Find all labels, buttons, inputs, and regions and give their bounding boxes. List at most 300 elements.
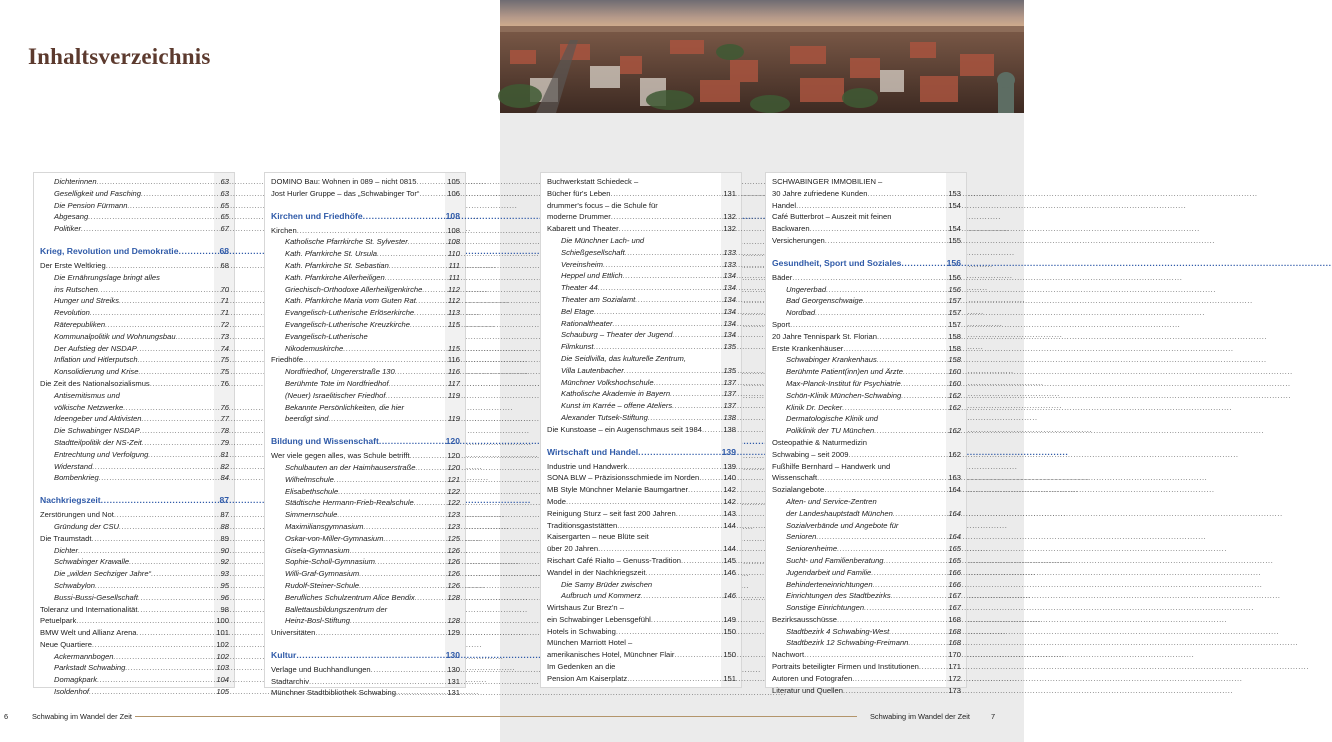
toc-entry-title: Rudolf-Steiner-Schule bbox=[285, 580, 360, 590]
toc-entry bbox=[772, 425, 961, 437]
toc-entry-title: Die Samy Brüder zwischen bbox=[561, 579, 653, 589]
toc-entry bbox=[547, 461, 736, 473]
toc-page-number: 68 bbox=[219, 245, 229, 256]
dot-leader bbox=[97, 176, 211, 188]
toc-entry bbox=[772, 614, 961, 626]
dot-leader bbox=[410, 319, 442, 331]
dot-leader bbox=[843, 685, 943, 697]
toc-page-number: 143 bbox=[723, 508, 736, 518]
toc-entry bbox=[772, 390, 961, 402]
toc-entry-title: Theater 44 bbox=[561, 283, 598, 293]
toc-page-number: 156 bbox=[948, 284, 961, 294]
toc-page-number: 126 bbox=[447, 569, 460, 579]
toc-entry bbox=[40, 343, 229, 355]
toc-entry bbox=[271, 556, 460, 568]
dot-leader bbox=[92, 533, 212, 545]
toc-page-number: 134 bbox=[723, 294, 736, 304]
toc-entry-title: Wandel in der Nachkriegszeit bbox=[547, 567, 646, 577]
toc-page-number: 156 bbox=[948, 272, 961, 282]
toc-entry bbox=[547, 176, 736, 188]
toc-page-number: 71 bbox=[220, 296, 229, 306]
toc-section-heading bbox=[271, 648, 460, 662]
toc-entry-title: Sozialangebote bbox=[772, 485, 825, 495]
dot-leader bbox=[141, 188, 211, 200]
toc-entry-title: Abgesang bbox=[54, 212, 89, 222]
toc-entry-title: Wer viele gegen alles, was Schule betrifft bbox=[271, 451, 410, 461]
toc-entry bbox=[772, 531, 961, 543]
toc-page-number: 166 bbox=[948, 579, 961, 589]
toc-page-number: 134 bbox=[723, 318, 736, 328]
dot-leader bbox=[114, 509, 211, 521]
toc-entry bbox=[547, 649, 736, 661]
dot-leader bbox=[76, 615, 211, 627]
dot-leader bbox=[395, 366, 442, 378]
dot-leader bbox=[877, 331, 943, 343]
toc-entry-title: Kaisergarten – neue Blüte seit bbox=[547, 532, 649, 542]
toc-entry bbox=[271, 331, 460, 343]
toc-entry-title: Buchwerkstatt Schiedeck – bbox=[547, 177, 639, 186]
toc-page-number: 92 bbox=[220, 557, 229, 567]
toc-entry bbox=[547, 329, 736, 341]
dot-leader bbox=[99, 472, 211, 484]
toc-entry bbox=[772, 188, 961, 200]
toc-entry-title: MB Style Münchner Melanie Baumgartner bbox=[547, 485, 688, 495]
toc-entry-title: Sozialverbände und Angebote für bbox=[786, 520, 899, 530]
toc-entry-title: Sophie-Scholl-Gymnasium bbox=[285, 557, 375, 567]
toc-entry-title: Industrie und Handwerk bbox=[547, 461, 628, 471]
toc-entry-title: Antisemitismus und bbox=[54, 390, 120, 400]
toc-entry-title: Inflation und Hitlerputsch bbox=[54, 355, 138, 365]
toc-entry bbox=[547, 306, 736, 318]
toc-entry bbox=[547, 472, 736, 484]
dot-leader bbox=[864, 602, 943, 614]
dot-leader bbox=[873, 579, 943, 591]
toc-page-number: 111 bbox=[448, 260, 460, 270]
dot-leader bbox=[137, 627, 211, 639]
dot-leader bbox=[903, 366, 943, 378]
toc-page-number: 123 bbox=[447, 510, 460, 520]
toc-entry bbox=[772, 402, 961, 414]
toc-entry bbox=[40, 319, 229, 331]
toc-entry bbox=[772, 496, 961, 508]
toc-entry bbox=[772, 235, 961, 247]
toc-entry bbox=[772, 508, 961, 520]
toc-entry-title: über 20 Jahren bbox=[547, 544, 599, 554]
toc-entry-title: der Landeshauptstadt München bbox=[786, 508, 893, 518]
toc-list bbox=[772, 176, 961, 696]
dot-leader bbox=[796, 200, 943, 212]
toc-entry bbox=[772, 602, 961, 614]
toc-entry-title: Neue Quartiere bbox=[40, 639, 92, 649]
toc-page-number: 163 bbox=[948, 473, 961, 483]
toc-page-number: 128 bbox=[447, 592, 460, 602]
dot-leader bbox=[627, 461, 718, 473]
dot-leader bbox=[884, 555, 943, 567]
toc-entry bbox=[40, 295, 229, 307]
toc-entry bbox=[772, 520, 961, 532]
dot-leader bbox=[92, 639, 211, 651]
dot-leader bbox=[901, 256, 943, 270]
toc-entry-title: Schwabinger Krankenhaus bbox=[786, 355, 877, 365]
toc-entry bbox=[40, 378, 229, 390]
toc-page-number: 122 bbox=[447, 486, 460, 496]
toc-entry-title: Ungererbad bbox=[786, 284, 827, 294]
toc-entry bbox=[772, 378, 961, 390]
toc-entry-title: Konsolidierung und Krise bbox=[54, 367, 139, 377]
dot-leader bbox=[98, 284, 211, 296]
toc-entry-title: Berühmte Patient(inn)en und Ärzte bbox=[786, 367, 903, 377]
toc-page-number: 119 bbox=[447, 414, 460, 424]
toc-entry bbox=[271, 509, 460, 521]
toc-entry bbox=[547, 508, 736, 520]
toc-entry-title: Schießgesellschaft bbox=[561, 247, 625, 257]
toc-page-number: 63 bbox=[220, 177, 229, 186]
toc-entry-title: Bussi-Bussi-Gesellschaft bbox=[54, 592, 138, 602]
dot-leader bbox=[119, 295, 211, 307]
toc-entry-title: Autoren und Fotografen bbox=[772, 673, 853, 683]
toc-entry-title: Schauburg – Theater der Jugend bbox=[561, 330, 673, 340]
toc-entry bbox=[40, 545, 229, 557]
dot-leader bbox=[88, 211, 211, 223]
dot-leader bbox=[624, 365, 718, 377]
toc-page-number: 139 bbox=[723, 461, 736, 471]
toc-entry bbox=[271, 284, 460, 296]
toc-section-heading bbox=[547, 445, 736, 459]
dot-leader bbox=[874, 425, 943, 437]
toc-entry bbox=[547, 223, 736, 235]
dot-leader bbox=[140, 425, 211, 437]
dot-leader bbox=[328, 413, 442, 425]
toc-entry-title: Ackermannbogen bbox=[54, 651, 114, 661]
dot-leader bbox=[871, 567, 943, 579]
toc-page-number: 78 bbox=[220, 426, 229, 436]
toc-entry bbox=[547, 673, 736, 685]
dot-leader bbox=[78, 545, 211, 557]
toc-page-number: 132 bbox=[723, 212, 736, 222]
toc-entry bbox=[772, 413, 961, 425]
dot-leader bbox=[383, 533, 442, 545]
dot-leader bbox=[603, 259, 718, 271]
dot-leader bbox=[414, 307, 442, 319]
dot-leader bbox=[97, 674, 211, 686]
toc-page-number: 106 bbox=[447, 188, 460, 198]
toc-page-number: 71 bbox=[220, 308, 229, 318]
toc-page-number: 76 bbox=[220, 378, 229, 388]
toc-entry bbox=[271, 474, 460, 486]
toc-entry-title: Stadtarchiv bbox=[271, 676, 309, 686]
toc-entry-title: Stadtteilpolitik der NS-Zeit bbox=[54, 437, 142, 447]
toc-entry-title: Alexander Tutsek-Stiftung bbox=[561, 412, 648, 422]
toc-entry bbox=[271, 225, 460, 237]
toc-entry bbox=[547, 590, 736, 602]
dot-leader bbox=[619, 223, 718, 235]
toc-entry-title: Klinik Dr. Decker bbox=[786, 402, 843, 412]
toc-entry bbox=[547, 259, 736, 271]
toc-entry bbox=[271, 248, 460, 260]
toc-entry-title: Räterepubliken bbox=[54, 319, 106, 329]
toc-page-number: 160 bbox=[948, 378, 961, 388]
toc-entry bbox=[772, 626, 961, 638]
toc-page-number: 134 bbox=[723, 306, 736, 316]
toc-page-number: 162 bbox=[948, 426, 961, 436]
toc-page-number: 131 bbox=[447, 688, 460, 698]
dot-leader bbox=[127, 200, 211, 212]
toc-page-number: 144 bbox=[723, 544, 736, 554]
toc-entry bbox=[772, 211, 961, 223]
dot-leader bbox=[123, 402, 211, 414]
toc-entry bbox=[547, 353, 736, 365]
toc-entry-title: Kommunalpolitik und Wohnungsbau bbox=[54, 331, 176, 341]
toc-entry-title: Rationaltheater bbox=[561, 318, 613, 328]
toc-entry bbox=[271, 319, 460, 331]
dot-leader bbox=[790, 319, 943, 331]
toc-entry bbox=[547, 543, 736, 555]
dot-leader bbox=[176, 331, 211, 343]
dot-leader bbox=[826, 284, 943, 296]
toc-entry bbox=[772, 272, 961, 284]
dot-leader bbox=[867, 188, 943, 200]
toc-entry-title: Entrechtung und Verfolgung bbox=[54, 449, 149, 459]
toc-page-number: 157 bbox=[948, 319, 961, 329]
toc-entry-title: Die Ernährungslage bringt alles bbox=[54, 272, 160, 282]
toc-entry bbox=[40, 425, 229, 437]
toc-page-number: 115 bbox=[447, 319, 460, 329]
dot-leader bbox=[101, 493, 211, 507]
toc-entry-title: Sucht- und Familienberatung bbox=[786, 555, 884, 565]
dot-leader bbox=[848, 449, 943, 461]
toc-page-number: 63 bbox=[220, 188, 229, 198]
toc-page-number: 145 bbox=[723, 555, 736, 565]
dot-leader bbox=[90, 307, 211, 319]
toc-list bbox=[271, 176, 460, 699]
toc-entry bbox=[547, 567, 736, 579]
toc-entry-title: Der Erste Weltkrieg bbox=[40, 260, 106, 270]
toc-page-number: 157 bbox=[948, 296, 961, 306]
dot-leader bbox=[297, 225, 442, 237]
toc-page-number: 73 bbox=[220, 331, 229, 341]
toc-entry bbox=[547, 318, 736, 330]
toc-entry bbox=[547, 341, 736, 353]
toc-entry bbox=[40, 390, 229, 402]
toc-entry bbox=[271, 486, 460, 498]
toc-page-number: 150 bbox=[723, 650, 736, 660]
toc-entry bbox=[547, 282, 736, 294]
toc-entry-title: Jugendarbeit und Familie bbox=[786, 567, 872, 577]
toc-entry bbox=[547, 637, 736, 649]
toc-entry bbox=[271, 366, 460, 378]
toc-page-number: 87 bbox=[220, 510, 229, 520]
toc-entry-title: Pension Am Kaiserplatz bbox=[547, 673, 628, 683]
toc-entry bbox=[40, 592, 229, 604]
dot-leader bbox=[416, 295, 442, 307]
dot-leader bbox=[343, 343, 442, 355]
toc-entry-title: Kultur bbox=[271, 649, 297, 660]
dot-leader bbox=[804, 649, 943, 661]
dot-leader bbox=[338, 486, 442, 498]
toc-entry-title: Heppel und Ettlich bbox=[561, 271, 623, 281]
toc-entry bbox=[772, 590, 961, 602]
toc-entry-title: Universitäten bbox=[271, 628, 316, 638]
toc-entry bbox=[271, 687, 460, 699]
toc-entry-title: ins Rutschen bbox=[54, 284, 98, 294]
toc-entry-title: Ballettausbildungszentrum der bbox=[285, 604, 388, 614]
dot-leader bbox=[654, 377, 718, 389]
toc-entry-title: Behinderteneinrichtungen bbox=[786, 579, 873, 589]
dot-leader bbox=[350, 615, 442, 627]
toc-entry bbox=[547, 531, 736, 543]
toc-entry-title: Isoldenhof bbox=[54, 687, 90, 697]
toc-entry-title: Kath. Pfarrkirche St. Sebastian bbox=[285, 260, 389, 270]
toc-entry-title: Bücher für's Leben bbox=[547, 188, 611, 198]
toc-entry bbox=[40, 615, 229, 627]
toc-page-number: 165 bbox=[948, 544, 961, 554]
toc-entry bbox=[271, 188, 460, 200]
toc-page-number: 67 bbox=[220, 224, 229, 234]
toc-section-heading bbox=[40, 493, 229, 507]
toc-page-number: 155 bbox=[948, 235, 961, 245]
toc-entry bbox=[547, 270, 736, 282]
toc-entry-title: Nikodemuskirche bbox=[285, 343, 344, 353]
toc-entry-title: Backwaren bbox=[772, 224, 810, 234]
toc-entry-title: Mode bbox=[547, 496, 566, 506]
toc-entry-title: Gisela-Gymnasium bbox=[285, 545, 350, 555]
toc-page-number: 123 bbox=[447, 521, 460, 531]
toc-entry bbox=[772, 200, 961, 212]
dot-leader bbox=[415, 462, 442, 474]
dot-leader bbox=[138, 366, 211, 378]
toc-page-number: 173 bbox=[948, 685, 961, 695]
toc-entry-title: Elisabethschule bbox=[285, 486, 339, 496]
toc-page-number: 140 bbox=[723, 473, 736, 483]
toc-entry-title: Kabarett und Theater bbox=[547, 224, 619, 234]
dot-leader bbox=[816, 531, 943, 543]
dot-leader bbox=[901, 390, 943, 402]
toc-page-number: 108 bbox=[447, 237, 460, 247]
toc-page-number: 96 bbox=[220, 592, 229, 602]
toc-entry bbox=[547, 365, 736, 377]
dot-leader bbox=[641, 590, 718, 602]
dot-leader bbox=[908, 637, 943, 649]
toc-page-number: 130 bbox=[447, 664, 460, 674]
dot-leader bbox=[594, 341, 719, 353]
toc-list bbox=[547, 176, 736, 685]
dot-leader bbox=[81, 223, 211, 235]
toc-entry-title: Geselligkeit und Fasching bbox=[54, 188, 141, 198]
toc-entry bbox=[772, 567, 961, 579]
toc-entry-title: Stadtbezirk 4 Schwabing-West bbox=[786, 626, 890, 636]
toc-entry-title: Widerstand bbox=[54, 461, 93, 471]
toc-entry bbox=[547, 400, 736, 412]
dot-leader bbox=[371, 664, 442, 676]
toc-entry-title: Osteopathie & Naturmedizin bbox=[772, 437, 867, 447]
toc-page-number: 119 bbox=[447, 390, 460, 400]
toc-page-number: 105 bbox=[447, 177, 460, 186]
toc-entry bbox=[40, 639, 229, 651]
toc-page-number: 171 bbox=[948, 662, 961, 672]
toc-entry-title: Nachwort bbox=[772, 650, 805, 660]
toc-entry-title: Filmkunst bbox=[561, 342, 594, 352]
toc-entry-title: Die Traumstadt bbox=[40, 533, 92, 543]
dot-leader bbox=[638, 445, 718, 459]
dot-leader bbox=[594, 306, 718, 318]
toc-page-number: 120 bbox=[445, 436, 460, 447]
toc-entry bbox=[547, 388, 736, 400]
toc-entry bbox=[271, 176, 460, 188]
toc-entry-title: Rischart Café Rialto – Genuss-Tradition bbox=[547, 555, 681, 565]
dot-leader bbox=[672, 329, 718, 341]
toc-entry-title: Reinigung Sturz – seit fast 200 Jahren bbox=[547, 508, 676, 518]
toc-entry bbox=[772, 449, 961, 461]
toc-page-number: 98 bbox=[220, 604, 229, 614]
toc-entry bbox=[40, 604, 229, 616]
dot-leader bbox=[702, 424, 718, 436]
toc-entry bbox=[40, 260, 229, 272]
toc-entry bbox=[271, 521, 460, 533]
toc-entry-title: Max-Planck-Institut für Psychiatrie bbox=[786, 378, 901, 388]
toc-entry-title: Hunger und Streiks bbox=[54, 296, 120, 306]
toc-page-number: 172 bbox=[948, 673, 961, 683]
toc-page-number: 113 bbox=[447, 308, 460, 318]
toc-page-number: 68 bbox=[220, 260, 229, 270]
dot-leader bbox=[129, 556, 211, 568]
toc-entry-title: Alten- und Service-Zentren bbox=[786, 496, 877, 506]
toc-page-number: 168 bbox=[948, 638, 961, 648]
toc-page-number: 65 bbox=[220, 212, 229, 222]
toc-entry-title: Wissenschaft bbox=[772, 473, 818, 483]
toc-entry bbox=[547, 496, 736, 508]
dot-leader bbox=[863, 295, 943, 307]
toc-entry-title: Kirchen und Friedhöfe bbox=[271, 210, 363, 221]
dot-leader bbox=[842, 402, 943, 414]
toc-page-number: 154 bbox=[948, 224, 961, 234]
dot-leader bbox=[359, 568, 442, 580]
toc-entry-title: Krieg, Revolution und Demokratie bbox=[40, 245, 179, 256]
toc-page-number: 122 bbox=[447, 498, 460, 508]
toc-entry-title: Ideengeber und Aktivisten bbox=[54, 414, 142, 424]
city-panorama-photo bbox=[500, 0, 1024, 113]
toc-page-number: 135 bbox=[723, 365, 736, 375]
toc-entry-title: Gesundheit, Sport und Soziales bbox=[772, 257, 902, 268]
toc-entry bbox=[547, 661, 736, 673]
toc-entry bbox=[271, 378, 460, 390]
toc-entry-title: Willi-Graf-Gymnasium bbox=[285, 569, 360, 579]
toc-entry bbox=[547, 520, 736, 532]
toc-entry-title: Toleranz und Internationalität bbox=[40, 604, 138, 614]
toc-page-number: 102 bbox=[216, 651, 229, 661]
toc-entry bbox=[271, 307, 460, 319]
toc-page-number: 89 bbox=[220, 533, 229, 543]
toc-page-number: 164 bbox=[948, 508, 961, 518]
toc-entry bbox=[40, 662, 229, 674]
toc-entry bbox=[772, 579, 961, 591]
dot-leader bbox=[852, 673, 943, 685]
dot-leader bbox=[422, 284, 442, 296]
toc-page-number: 146 bbox=[723, 591, 736, 601]
toc-column-2 bbox=[264, 172, 466, 698]
toc-entry-title: Dermatologische Klinik und bbox=[786, 414, 879, 424]
dot-leader bbox=[843, 343, 943, 355]
dot-leader bbox=[385, 390, 442, 402]
toc-entry-title: Münchner Stadtbibliothek Schwabing bbox=[271, 688, 396, 698]
toc-entry-title: 20 Jahre Tennispark St. Florian bbox=[772, 331, 877, 341]
toc-entry-title: Vereinsheim bbox=[561, 259, 603, 269]
toc-entry-title: Poliklinik der TU München bbox=[786, 426, 875, 436]
toc-entry bbox=[40, 461, 229, 473]
toc-entry bbox=[40, 211, 229, 223]
toc-entry bbox=[772, 343, 961, 355]
dot-leader bbox=[377, 248, 442, 260]
toc-page-number: 117 bbox=[447, 378, 460, 388]
